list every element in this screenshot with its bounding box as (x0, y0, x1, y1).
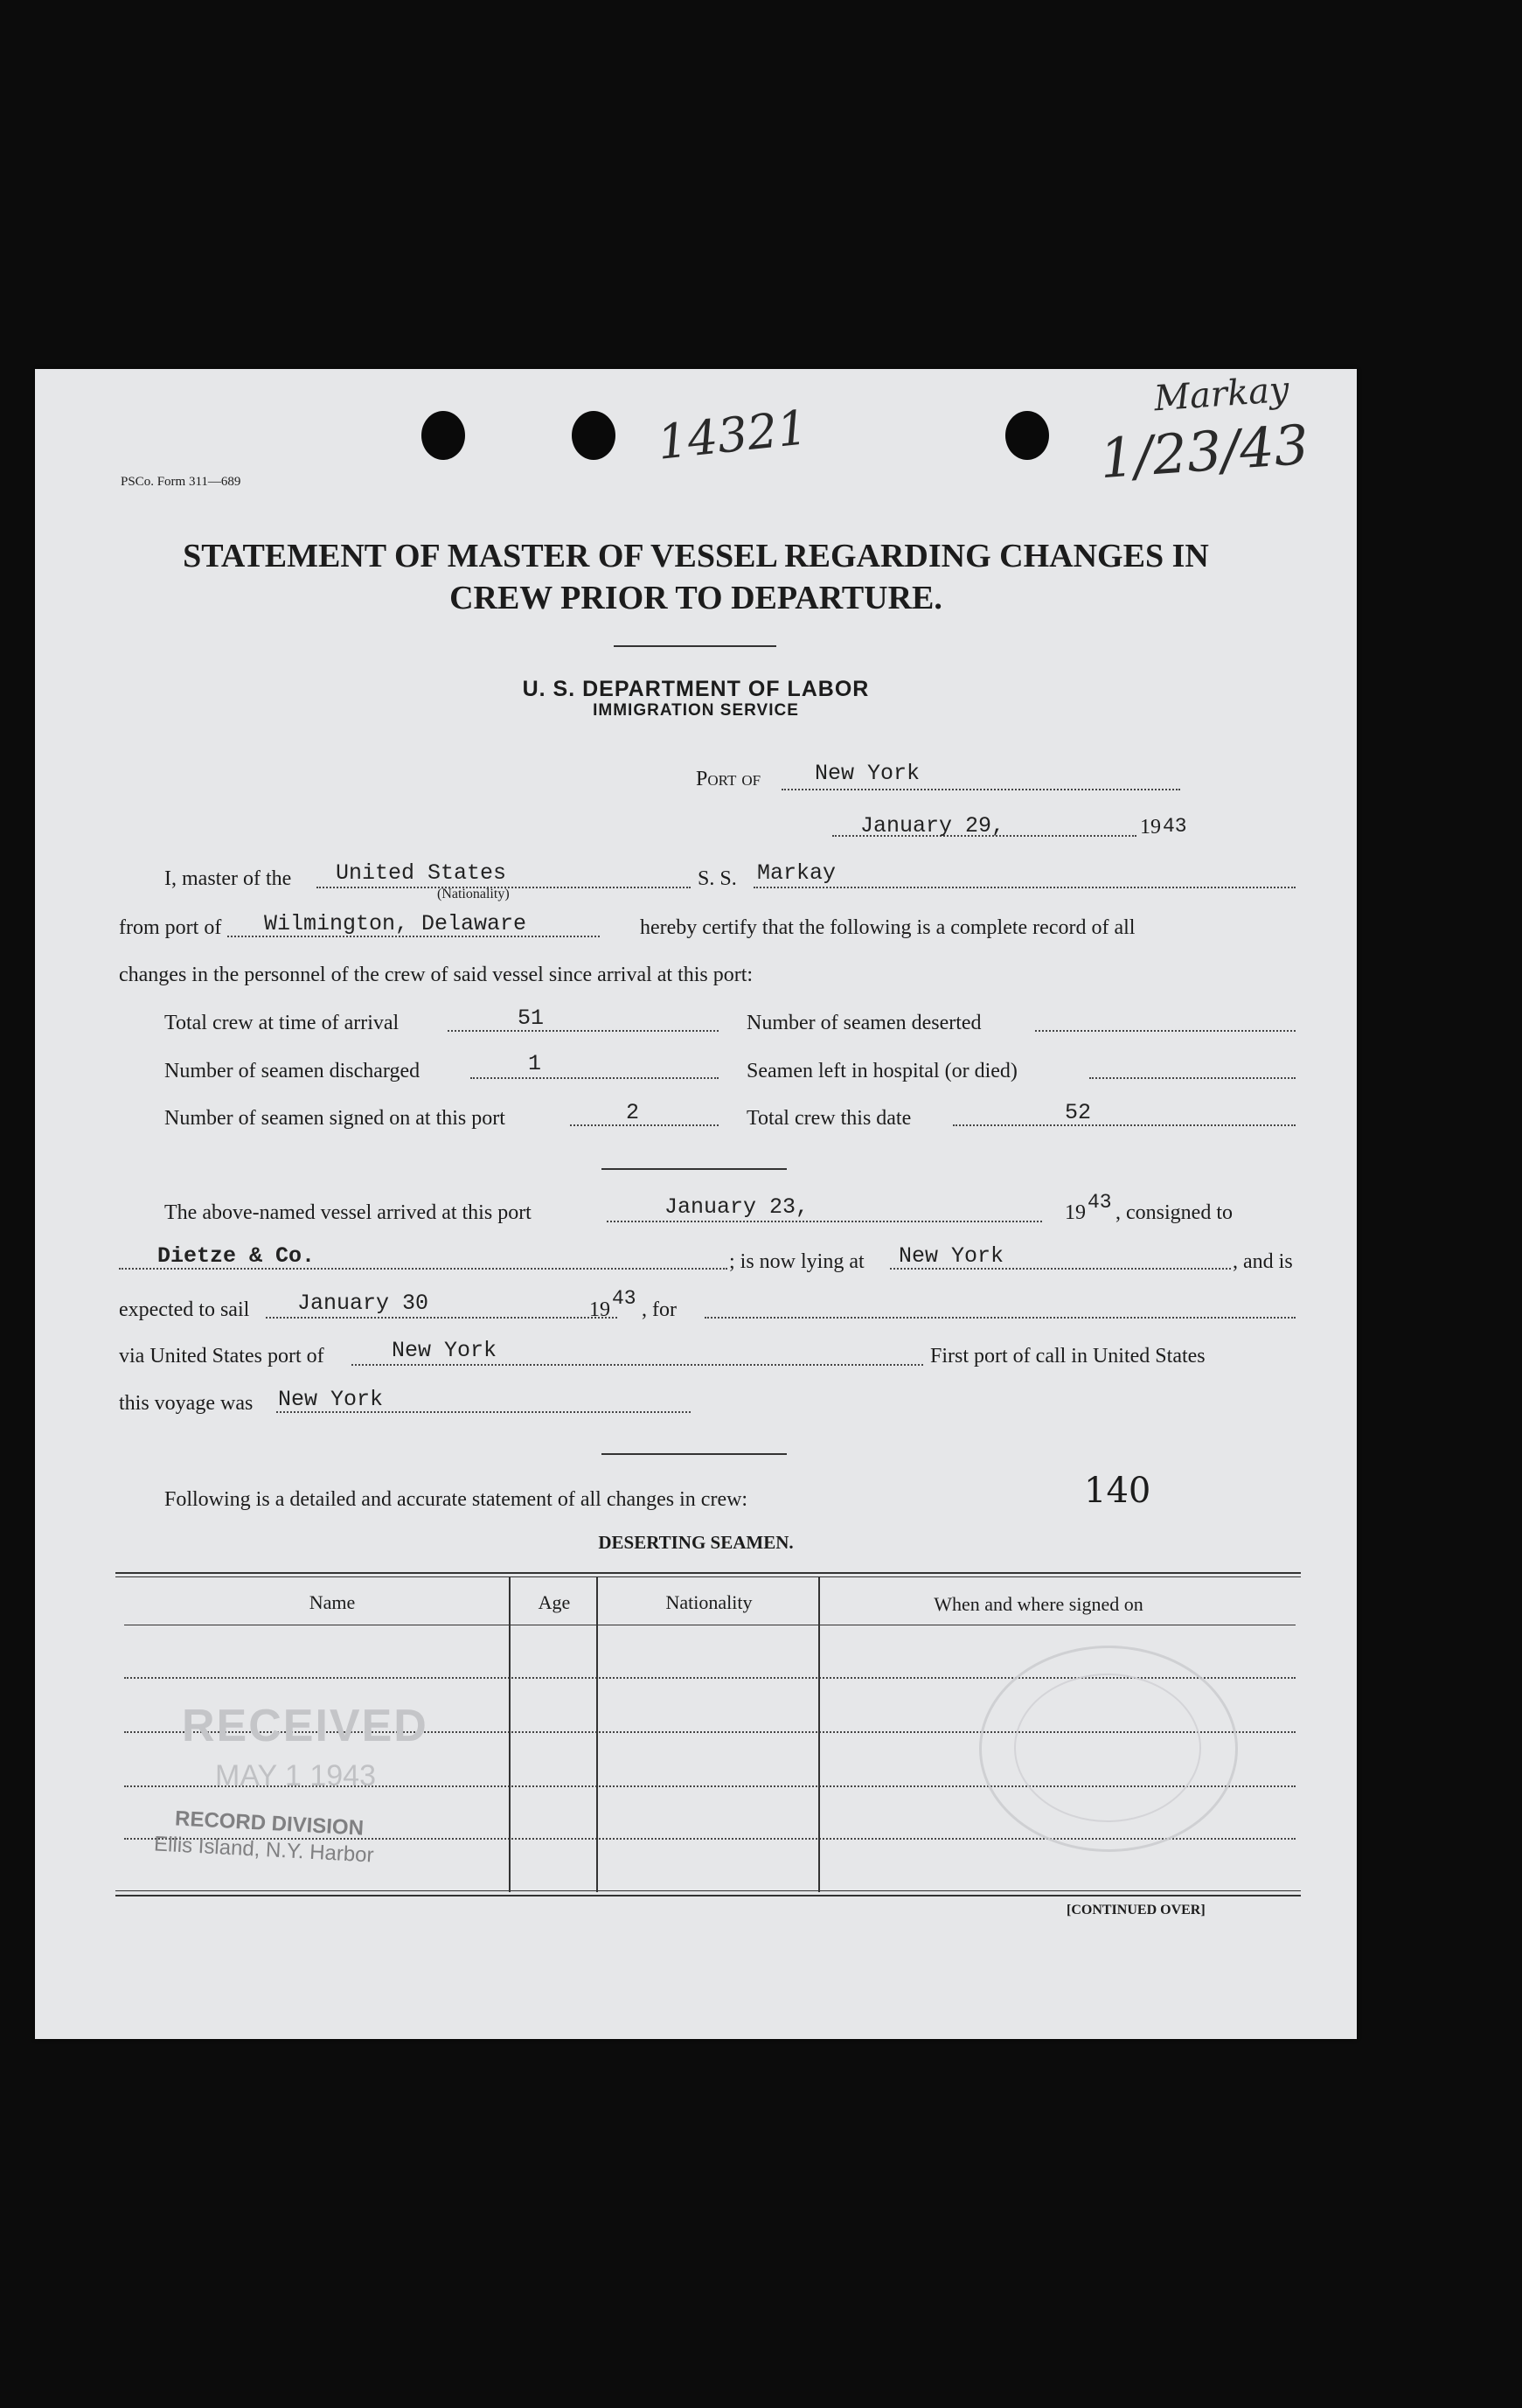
col-header-name: Name (309, 1591, 356, 1613)
col-header-nationality: Nationality (665, 1591, 753, 1613)
ellis-island-stamp: Ellis Island, N.Y. Harbor (153, 1832, 375, 1868)
hospital-line (1089, 1077, 1296, 1079)
arrived-year: 43 (1088, 1191, 1112, 1214)
total-arrival-label: Total crew at time of arrival (164, 1012, 400, 1034)
expected-label: expected to sail (119, 1298, 250, 1321)
department-heading: U. S. DEPARTMENT OF LABOR (522, 677, 870, 701)
col-divider (509, 1577, 511, 1892)
arrived-label: The above-named vessel arrived at this port (164, 1201, 532, 1224)
port-line (782, 789, 1180, 790)
date-year-prefix: 19 (1140, 816, 1161, 839)
vessel-name-annotation: Markay (1152, 369, 1291, 420)
signed-on-value: 2 (626, 1100, 640, 1125)
lying-label: ; is now lying at (729, 1250, 865, 1273)
continued-over: [CONTINUED OVER] (1067, 1903, 1206, 1917)
master-label: I, master of the (164, 867, 292, 890)
arrived-year-prefix: 19 (1065, 1201, 1086, 1224)
changes-statement: Following is a detailed and accurate statement of all changes in crew: (164, 1488, 748, 1511)
total-date-value: 52 (1065, 1100, 1092, 1125)
table-top-rule (115, 1576, 1301, 1577)
punch-hole (421, 411, 465, 460)
received-date-stamp: MAY 1 1943 (215, 1759, 376, 1792)
form-code: PSCo. Form 311—689 (121, 475, 241, 489)
received-stamp: RECEIVED (182, 1701, 428, 1751)
total-arrival-line (448, 1030, 719, 1032)
via-port-value: New York (392, 1338, 497, 1363)
vessel-line (754, 887, 1296, 888)
deserted-line (1035, 1030, 1296, 1032)
form-page (35, 369, 1357, 2039)
title-divider (614, 645, 776, 647)
col-divider (596, 1577, 598, 1892)
deserting-heading: DESERTING SEAMEN. (598, 1532, 794, 1553)
table-top-rule (115, 1572, 1301, 1574)
record-division-stamp: RECORD DIVISION (174, 1806, 365, 1841)
from-port-value: Wilmington, Delaware (264, 911, 527, 936)
signed-on-label: Number of seamen signed on at this port (164, 1107, 505, 1130)
for-label: , for (642, 1298, 677, 1321)
form-title-line1: STATEMENT OF MASTER OF VESSEL REGARDING CHANGES IN (183, 538, 1209, 574)
arrived-line (607, 1221, 1042, 1222)
sail-date-line (266, 1317, 617, 1319)
table-bottom-rule (115, 1890, 1301, 1891)
voyage-port-value: New York (278, 1387, 384, 1412)
date-year: 43 (1163, 815, 1187, 838)
voyage-label: this voyage was (119, 1392, 254, 1415)
sail-for-line (705, 1317, 1296, 1319)
certify-text: hereby certify that the following is a complete record of all (640, 916, 1136, 939)
col-header-signed-on: When and where signed on (934, 1593, 1143, 1615)
via-label: via United States port of (119, 1345, 324, 1368)
port-label: Port of (696, 768, 761, 790)
file-number: 14321 (655, 400, 810, 470)
discharged-value: 1 (528, 1051, 542, 1076)
first-port-label: First port of call in United States (930, 1345, 1206, 1368)
ss-label: S. S. (698, 867, 737, 890)
lying-at-value: New York (899, 1243, 1004, 1269)
nationality-value: United States (336, 860, 507, 886)
discharged-label: Number of seamen discharged (164, 1060, 420, 1082)
sail-date: January 30 (297, 1291, 429, 1316)
date-value: January 29, (860, 813, 1005, 839)
port-value: New York (815, 761, 921, 786)
vessel-name: Markay (757, 860, 837, 886)
count-number: 140 (1084, 1471, 1151, 1511)
total-arrival-value: 51 (518, 1006, 545, 1031)
date-annotation: 1/23/43 (1097, 412, 1311, 491)
section-divider (601, 1453, 787, 1455)
consignee-value: Dietze & Co. (157, 1243, 316, 1269)
form-title-line2: CREW PRIOR TO DEPARTURE. (449, 580, 942, 616)
arrived-date: January 23, (664, 1194, 810, 1220)
sail-year: 43 (612, 1287, 636, 1310)
discharged-line (470, 1077, 719, 1079)
changes-text: changes in the personnel of the crew of said vessel since arrival at this port: (119, 964, 754, 986)
and-is-label: , and is (1233, 1250, 1293, 1273)
total-date-line (953, 1124, 1296, 1126)
col-divider (818, 1577, 820, 1892)
service-heading: IMMIGRATION SERVICE (593, 701, 799, 720)
section-divider (601, 1168, 787, 1170)
punch-hole (572, 411, 615, 460)
deserted-label: Number of seamen deserted (747, 1012, 982, 1034)
punch-hole (1005, 411, 1049, 460)
sail-year-prefix: 19 (589, 1298, 610, 1321)
col-header-age: Age (538, 1591, 571, 1613)
consigned-label: , consigned to (1115, 1201, 1233, 1224)
nationality-caption: (Nationality) (437, 887, 510, 901)
hospital-label: Seamen left in hospital (or died) (747, 1060, 1018, 1082)
round-stamp-inner (1014, 1674, 1201, 1822)
total-date-label: Total crew this date (747, 1107, 912, 1130)
via-line (351, 1364, 923, 1366)
signed-on-line (570, 1124, 719, 1126)
from-port-label: from port of (119, 916, 222, 939)
table-bottom-rule (115, 1895, 1301, 1896)
